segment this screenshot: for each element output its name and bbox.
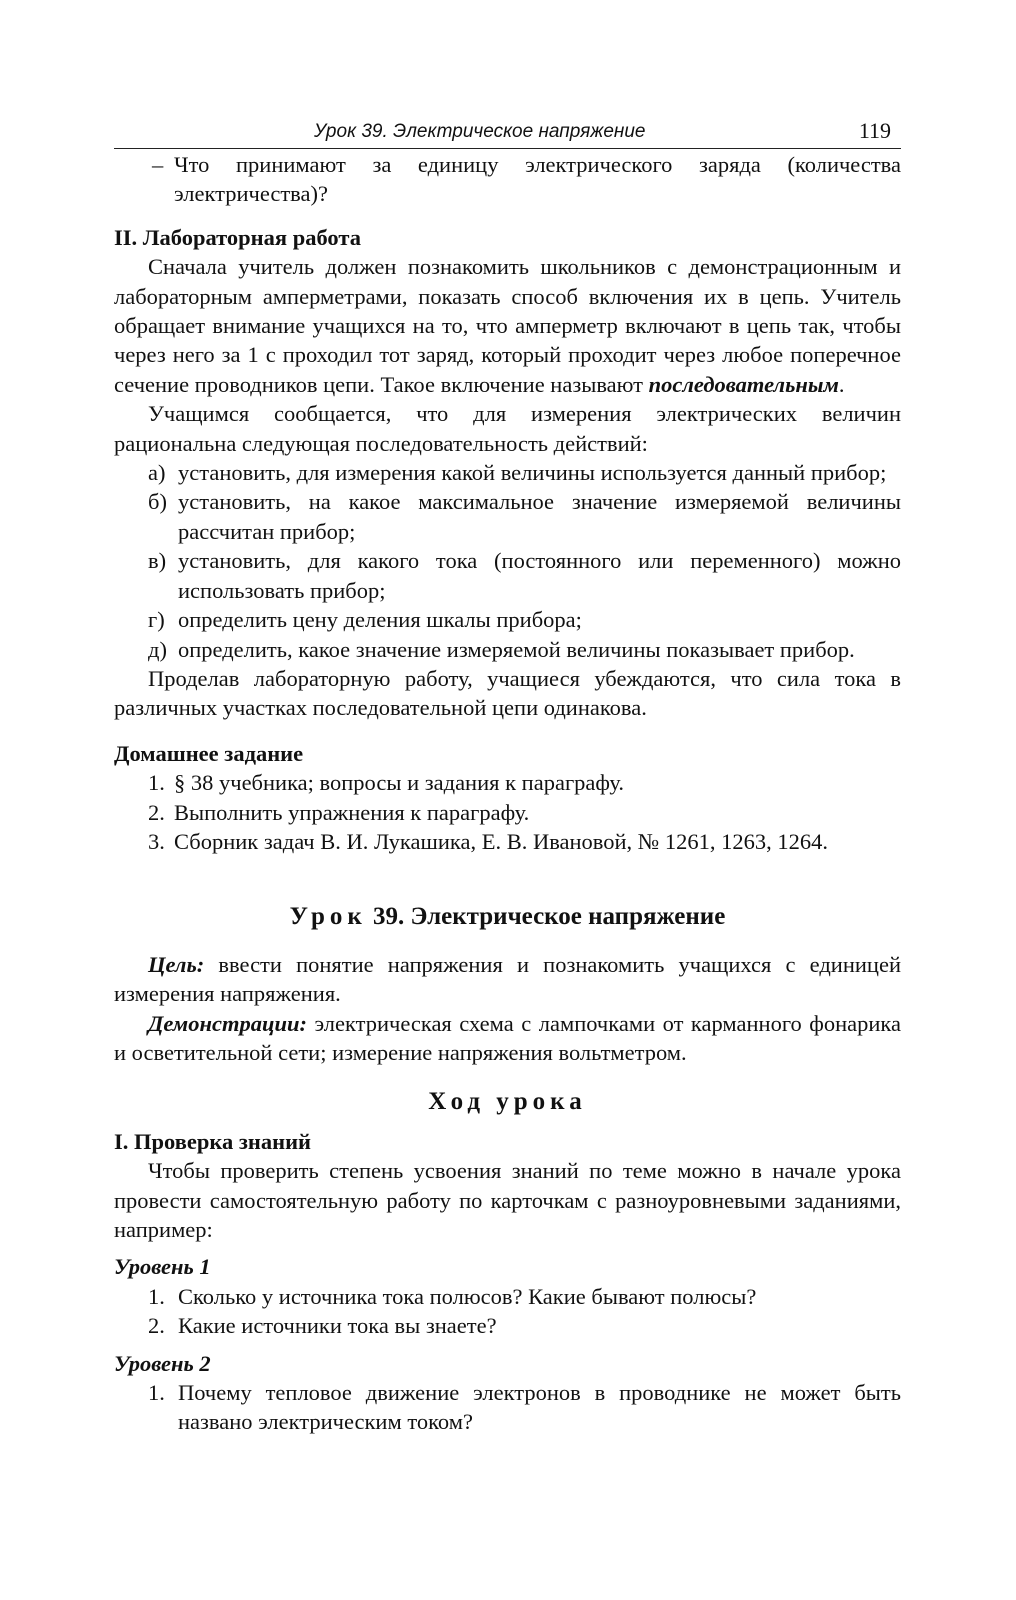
list-item (114, 827, 901, 856)
lab-paragraph-2: Учащимся сообщается, что для измерения электрических величин рациональна следующая последовательность действий: (114, 401, 901, 456)
list-item-text: Сборник задач В. И. Лукашика, Е. В. Ивановой, № 1261, 1263, 1264. (174, 828, 829, 854)
list-item-marker: 2. (148, 799, 165, 825)
goal-text: ввести понятие напряжения и познакомить учащихся с единицей измерения напряжения. (114, 951, 901, 1007)
running-header (114, 112, 901, 149)
list-item-marker: а) (148, 460, 166, 486)
list-item (114, 458, 901, 487)
list-item (114, 546, 901, 605)
page-number: 119 (858, 118, 891, 143)
list-item-marker: д) (148, 636, 167, 662)
list-item (114, 635, 901, 664)
level-2-list (114, 1378, 901, 1437)
knowledge-check-text: Чтобы проверить степень усвоения знаний по теме можно в начале урока провести самостоятельную работу по карточкам с разноуровневыми заданиями, например: (114, 1158, 901, 1242)
list-item-text: установить, для какого тока (постоянного или переменного) можно использовать прибор; (178, 548, 901, 603)
list-item-marker: 3. (148, 828, 165, 854)
steps-list (114, 458, 901, 664)
level-1-label: Уровень 1 (114, 1254, 211, 1280)
lab-paragraph-1-end: . (838, 371, 845, 397)
lab-conclusion: Проделав лабораторную работу, учащиеся убеждаются, что сила тока в различных участках последовательной цепи одинакова. (114, 665, 901, 721)
emphasized-term: последовательным (648, 371, 839, 397)
question-item (114, 150, 901, 209)
list-item-text: Какие источники тока вы знаете? (178, 1313, 497, 1339)
running-title: Урок 39. Электрическое напряжение (314, 121, 646, 142)
list-item-marker: 1. (148, 1380, 165, 1406)
lesson-title-rest: 39. Электрическое напряжение (366, 903, 726, 931)
list-item-marker: г) (148, 607, 165, 633)
demo-text: электрическая схема с лампочками от карманного фонарика и осветительной сети; измерение напряжения вольтметром. (114, 1010, 901, 1065)
book-page (114, 112, 901, 1437)
list-item (114, 605, 901, 634)
lesson-course-heading: Ход урока (428, 1088, 587, 1116)
lesson-title-word: Урок (289, 903, 367, 931)
lesson-demonstrations (114, 1009, 901, 1068)
list-item-text: § 38 учебника; вопросы и задания к параграфу. (174, 770, 625, 796)
list-item (114, 798, 901, 827)
list-item (114, 1311, 901, 1340)
list-item-marker: 2. (148, 1313, 165, 1339)
list-item (114, 487, 901, 546)
list-item-marker: б) (148, 489, 167, 515)
list-item-marker: 1. (148, 770, 165, 796)
lab-paragraph-1 (114, 252, 901, 399)
homework-heading: Домашнее задание (114, 740, 304, 766)
dash-marker: – (152, 152, 164, 177)
question-text: Что принимают за единицу электрического заряда (количества электричества)? (174, 152, 901, 207)
list-item-text: Сколько у источника тока полюсов? Какие бывают полюсы? (178, 1283, 757, 1309)
list-item-text: определить, какое значение измеряемой величины показывает прибор. (178, 636, 855, 662)
lesson-goal (114, 950, 901, 1009)
list-item-text: определить цену деления шкалы прибора; (178, 607, 582, 633)
lab-work-heading: II. Лабораторная работа (114, 224, 361, 250)
homework-list (114, 768, 901, 856)
demo-label: Демонстрации: (148, 1010, 307, 1036)
list-item-text: Почему тепловое движение электронов в проводнике не может быть названо электрическим током? (178, 1380, 901, 1435)
goal-label: Цель: (148, 951, 205, 977)
list-item (114, 1378, 901, 1437)
list-item-text: установить, на какое максимальное значение измеряемой величины рассчитан прибор; (178, 489, 901, 544)
list-item-text: установить, для измерения какой величины используется данный прибор; (178, 460, 887, 486)
lab-paragraph-1-text: Сначала учитель должен познакомить школьников с демонстрационным и лабораторным амперметрами, показать способ включения их в цепь. Учитель обращает внимание учащихся на то, что амперметр включают в цепь так, чтобы через него за 1 с проходил тот заряд, который проходит через любое поперечное сечение проводников цепи. Такое включение называют (114, 254, 901, 397)
level-1-list (114, 1282, 901, 1341)
list-item (114, 1282, 901, 1311)
list-item-marker: 1. (148, 1283, 165, 1309)
knowledge-check-heading: I. Проверка знаний (114, 1128, 312, 1154)
list-item (114, 768, 901, 797)
list-item-marker: в) (148, 548, 167, 574)
list-item-text: Выполнить упражнения к параграфу. (174, 799, 530, 825)
lesson-title (114, 902, 901, 931)
level-2-label: Уровень 2 (114, 1350, 211, 1376)
